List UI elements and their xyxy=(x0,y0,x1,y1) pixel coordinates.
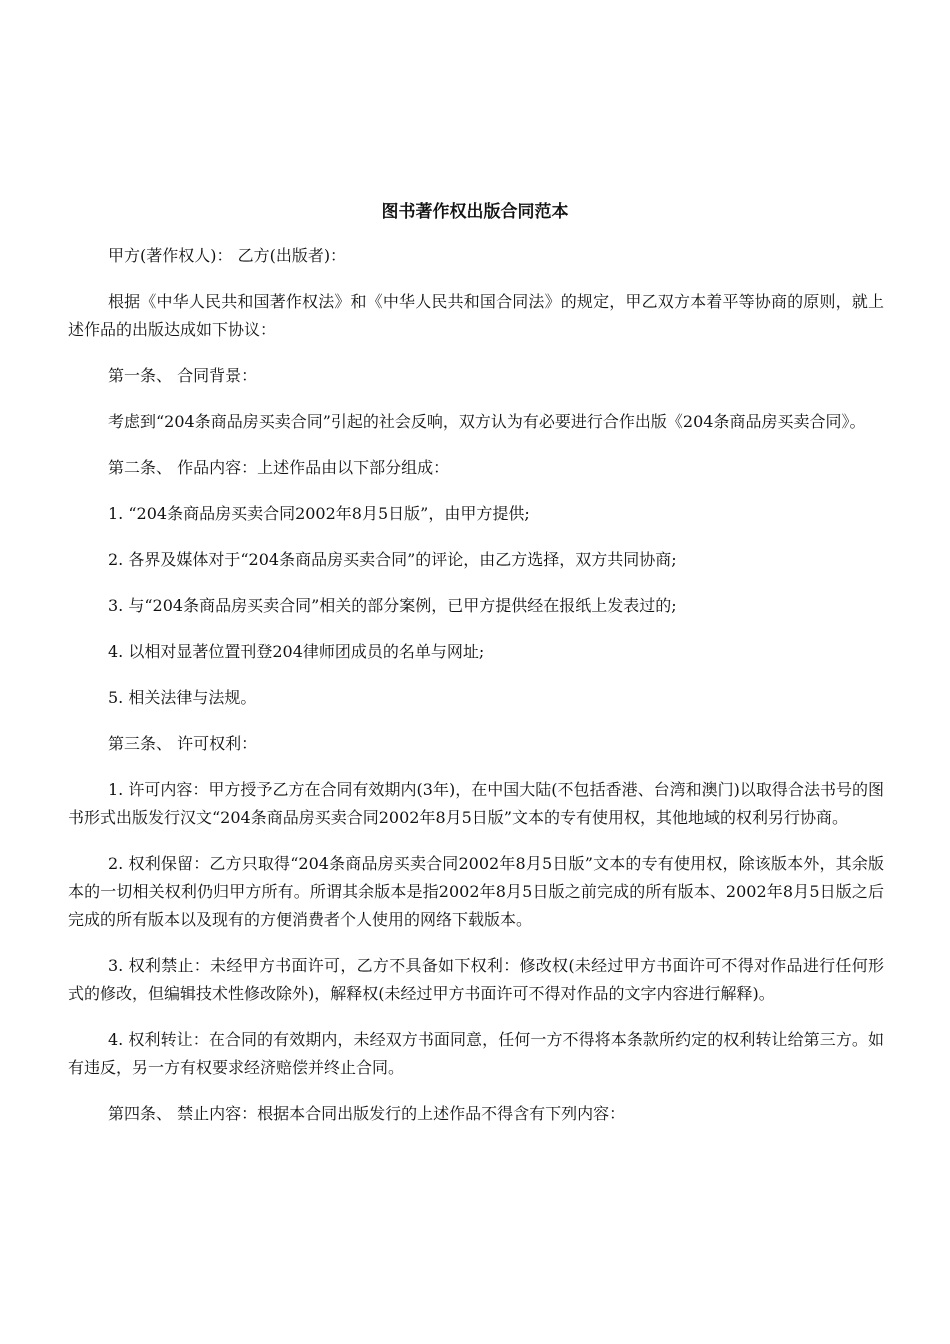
party-line: 甲方(著作权人)： 乙方(出版者)： xyxy=(108,246,347,265)
article-2-item-4: 4. 以相对显著位置刊登204律师团成员的名单与网址; xyxy=(108,642,485,661)
article-3-item-2: 2. 权利保留：乙方只取得“204条商品房买卖合同2002年8月5日版”文本的专有使用权，除该版本外，其余版本的一切相关权利仍归甲方所有。所谓其余版本是指2002年8月5日版之前完成的所有版本、2002年8月5日版之后完成的所有版本以及现有的方便消费者个人使用的网络下载版本。 xyxy=(68,854,884,929)
article-2-item-2: 2. 各界及媒体对于“204条商品房买卖合同”的评论，由乙方选择，双方共同协商; xyxy=(108,550,677,569)
article-2-item-1: 1. “204条商品房买卖合同2002年8月5日版”，由甲方提供; xyxy=(108,504,530,523)
article-1-heading: 第一条、 合同背景： xyxy=(108,366,258,385)
article-3-heading: 第三条、 许可权利： xyxy=(108,734,258,753)
document-body xyxy=(68,242,884,1146)
article-2-item-5: 5. 相关法律与法规。 xyxy=(108,688,257,707)
article-3-item-4: 4. 权利转让：在合同的有效期内，未经双方书面同意，任何一方不得将本条款所约定的权利转让给第三方。如有违反，另一方有权要求经济赔偿并终止合同。 xyxy=(68,1030,884,1077)
article-4-heading: 第四条、 禁止内容：根据本合同出版发行的上述作品不得含有下列内容： xyxy=(108,1104,626,1123)
article-1-text: 考虑到“204条商品房买卖合同”引起的社会反响，双方认为有必要进行合作出版《204条商品房买卖合同》。 xyxy=(108,412,866,431)
article-3-item-1: 1. 许可内容：甲方授予乙方在合同有效期内(3年)，在中国大陆(不包括香港、台湾和澳门)以取得合法书号的图书形式出版发行汉文“204条商品房买卖合同2002年8月5日版”文本的专有使用权，其他地域的权利另行协商。 xyxy=(68,780,884,827)
article-2-item-3: 3. 与“204条商品房买卖合同”相关的部分案例，已甲方提供经在报纸上发表过的; xyxy=(108,596,677,615)
article-2-heading: 第二条、 作品内容：上述作品由以下部分组成： xyxy=(108,458,450,477)
document-title: 图书著作权出版合同范本 xyxy=(381,202,569,222)
preamble-paragraph: 根据《中华人民共和国著作权法》和《中华人民共和国合同法》的规定，甲乙双方本着平等协商的原则，就上述作品的出版达成如下协议： xyxy=(68,292,884,339)
article-3-item-3: 3. 权利禁止：未经甲方书面许可，乙方不具备如下权利：修改权(未经过甲方书面许可不得对作品进行任何形式的修改，但编辑技术性修改除外)，解释权(未经过甲方书面许可不得对作品的文字内容进行解释)。 xyxy=(68,956,884,1003)
